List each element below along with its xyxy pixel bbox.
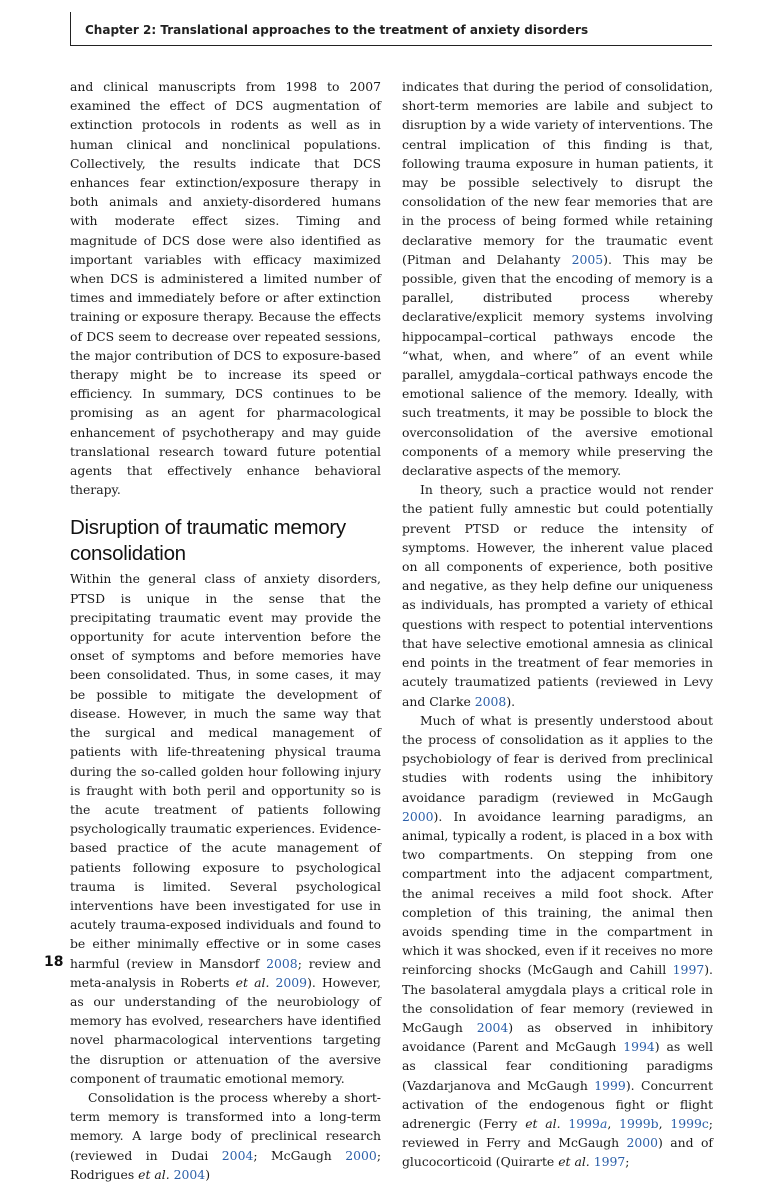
text-run: Consolidation is the process whereby a short-term memory is transformed into a long-term memory. A large body of preclinical research (reviewed in Dudai <box>70 1089 381 1163</box>
text-run: ; reviewed in Ferry and McGaugh <box>402 1115 713 1151</box>
citation-year: a <box>599 1115 608 1131</box>
text-run: and clinical manuscripts from 1998 to 2007 examined the effect of DCS augmentation of extinction protocols in rodents as well as in human clinical and nonclinical populations. Collectively, the results indicate that DCS enhances fear extinction/exposure therapy in both animals and anxiety-disordered humans with moderate effect sizes. Timing and magnitude of DCS dose were also identified as important variables with efficacy maximized when DCS is administered a limited number of times and immediately before or after extinction training or exposure therapy. Because the effects of DCS seem to decrease over repeated sessions, the major contribution of DCS to exposure-based therapy might be to increase its speed or efficiency. In summary, DCS continues to be promising as an agent for pharmacological enhancement of psychotherapy and may guide translational research toward future potential agents that effectively enhance behavioral therapy. <box>70 79 381 498</box>
citation-year: 2004 <box>173 1166 206 1182</box>
text-run: ). Concurrent activation of the endogenous fight or flight adrenergic (Ferry <box>402 1077 713 1131</box>
paragraph <box>70 1088 381 1184</box>
paragraph <box>402 711 713 1172</box>
citation-year: 1999 <box>594 1077 626 1093</box>
text-run: ). In avoidance learning paradigms, an animal, typically a rodent, is placed in a box with two compartments. On stepping from one compartment into the adjacent compartment, the animal receives a mild foot shock. After completion of this training, the animal then avoids spending time in the compartment in which it was shocked, even if it receives no more reinforcing shocks (McGaugh and Cahill <box>402 808 713 978</box>
text-run: et al. <box>138 1166 170 1182</box>
citation-year: 2004 <box>476 1019 509 1035</box>
page-number: 18 <box>44 954 64 970</box>
text-run: ) as observed in inhibitory avoidance (Parent and McGaugh <box>402 1019 713 1055</box>
citation-year: 2000 <box>345 1147 377 1163</box>
text-run: ; <box>625 1154 630 1170</box>
citation-year: 1994 <box>623 1039 655 1055</box>
text-run: indicates that during the period of consolidation, short-term memories are labile and subject to disruption by a wide variety of interventions. The central implication of this finding is that, following trauma exposure in human patients, it may be possible selectively to disrupt the consolidation of the new fear memories that are in the process of being formed while retaining declarative memory for the traumatic event (Pitman and Delahanty <box>402 79 713 267</box>
citation-year: 1999 <box>568 1115 600 1131</box>
text-run: In theory, such a practice would not render the patient fully amnestic but could potentially prevent PTSD or reduce the intensity of symptoms. However, the inherent value placed on all components of experience, both positive and negative, as they help define our uniqueness as individuals, has prompted a variety of ethical questions with respect to potential interventions that have selective emotional amnesia as clinical end points in the treatment of fear memories in acutely traumatized patients (reviewed in Levy and Clarke <box>402 482 713 709</box>
citation-year: 2004 <box>221 1147 254 1163</box>
text-run: ; Rodrigues <box>70 1147 381 1182</box>
citation-year: 2005 <box>571 251 604 267</box>
running-head <box>70 12 712 46</box>
citation-year: 1997 <box>672 962 705 978</box>
left-column <box>70 77 381 1184</box>
text-run: ). This may be possible, given that the encoding of memory is a parallel, distributed process whereby declarative/explicit memory systems involving hippocampal–cortical pathways encode the “what, when, and where” of an event while parallel, amygdala–cortical pathways encode the emotional salience of the memory. Ideally, with such treatments, it may be possible to block the overconsolidation of the aversive emotional components of a memory while preserving the declarative aspects of the memory. <box>402 251 713 479</box>
citation-year: 2000 <box>626 1135 659 1151</box>
text-run: ; McGaugh <box>253 1147 346 1163</box>
text-run: et al. <box>525 1115 561 1131</box>
paragraph <box>70 569 381 1087</box>
citation-year: 2008 <box>474 693 507 709</box>
citation-year: 1999c <box>670 1115 709 1131</box>
paragraph <box>70 77 381 499</box>
text-run: ). However, as our understanding of the neurobiology of memory has evolved, researchers have identified novel pharmacological interventions targeting the disruption or attenuation of the aversive component of traumatic emotional memory. <box>70 974 381 1086</box>
citation-year: 2008 <box>266 955 298 971</box>
citation-year: 1999b <box>619 1115 659 1131</box>
text-run: , <box>607 1115 620 1131</box>
text-run: et al. <box>558 1154 590 1170</box>
running-head-text: Chapter 2: Translational approaches to the treatment of anxiety disorders <box>85 23 589 37</box>
text-run: et al. <box>235 974 270 990</box>
right-column <box>402 77 713 1172</box>
text-run: ). <box>506 693 516 709</box>
text-run: Much of what is presently understood about the process of consolidation as it applies to the psychobiology of fear is derived from preclinical studies with rodents using the inhibitory avoidance paradigm (reviewed in McGaugh <box>402 712 713 805</box>
paragraph <box>402 480 713 710</box>
text-run: , <box>658 1115 671 1131</box>
text-run: Within the general class of anxiety disorders, PTSD is unique in the sense that the precipitating traumatic event may provide the opportunity for acute intervention before the onset of symptoms and before memories have been consolidated. Thus, in some cases, it may be possible to mitigate the development of disease. However, in much the same way that the surgical and medical management of patients with life-threatening physical trauma during the so-called golden hour following injury is fraught with both peril and opportunity so is the acute treatment of patients following psychologically traumatic experiences. Evidence-based practice of the acute management of patients following exposure to psychological trauma is limited. Several psychological interventions have been investigated for use in acutely trauma-exposed individuals and found to be either minimally effective or in some cases harmful (review in Mansdorf <box>70 571 381 971</box>
text-run: ) <box>205 1166 211 1182</box>
citation-year: 1997 <box>593 1154 626 1170</box>
text-run: ) as well as classical fear conditioning paradigms (Vazdarjanova and McGaugh <box>402 1039 713 1093</box>
text-run: ) and of glucocorticoid (Quirarte <box>402 1135 713 1170</box>
citation-year: 2000 <box>402 808 434 824</box>
text-run: ). The basolateral amygdala plays a critical role in the consolidation of fear memory (reviewed in McGaugh <box>402 962 713 1035</box>
text-run <box>561 1116 569 1131</box>
text-run: ; review and meta-analysis in Roberts <box>70 955 381 990</box>
paragraph <box>402 77 713 480</box>
section-heading: Disruption of traumatic memory consolidation <box>70 516 346 566</box>
citation-year: 2009 <box>275 974 308 990</box>
